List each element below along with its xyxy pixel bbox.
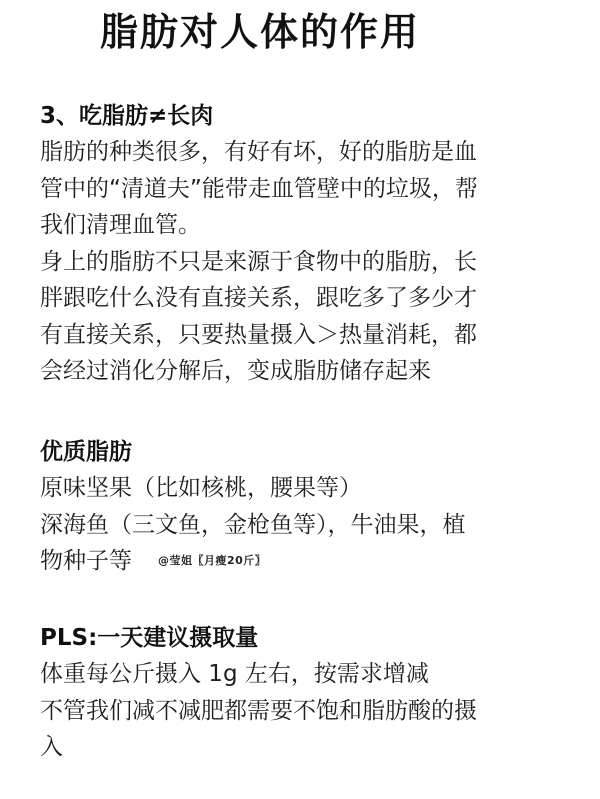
- section-heading: PLS:一天建议摄取量: [40, 625, 259, 651]
- body-line: 有直接关系，只要热量摄入＞热量消耗，都: [40, 321, 477, 348]
- body-line: [40, 543, 560, 580]
- body-line: 体重每公斤摄入 1g 左右，按需求增减: [40, 661, 429, 687]
- body-line: 管中的“清道夫”能带走血管壁中的垃圾，帮: [40, 175, 478, 202]
- section-body: [40, 656, 560, 766]
- section-heading: 3、吃脂肪≠长肉: [40, 103, 214, 129]
- section-daily-intake: [40, 620, 560, 766]
- page-title: 脂肪对人体的作用: [99, 10, 420, 54]
- section-fat-not-weight-gain: [40, 98, 560, 390]
- body-line: 深海鱼（三文鱼，金枪鱼等），牛油果，植: [40, 511, 466, 538]
- body-line-text: 物种子等: [40, 548, 132, 574]
- body-line: 原味坚果（比如核桃，腰果等）: [40, 475, 362, 501]
- body-line: 胖跟吃什么没有直接关系，跟吃多了多少才: [40, 285, 477, 311]
- section-heading: 优质脂肪: [40, 439, 132, 465]
- body-line: 身上的脂肪不只是来源于食物中的脂肪，长: [40, 248, 477, 275]
- section-body: [40, 470, 560, 580]
- author-watermark: @莹姐〖月瘦20斤〗: [158, 554, 267, 567]
- body-line: 脂肪的种类很多，有好有坏，好的脂肪是血: [40, 139, 477, 165]
- body-line: 我们清理血管。: [40, 212, 201, 238]
- section-body: [40, 134, 560, 390]
- body-line: 会经过消化分解后，变成脂肪储存起来: [40, 358, 431, 384]
- section-quality-fats: [40, 434, 560, 580]
- body-line: 入: [40, 734, 63, 760]
- body-line: 不管我们减不减肥都需要不饱和脂肪酸的摄: [40, 697, 477, 724]
